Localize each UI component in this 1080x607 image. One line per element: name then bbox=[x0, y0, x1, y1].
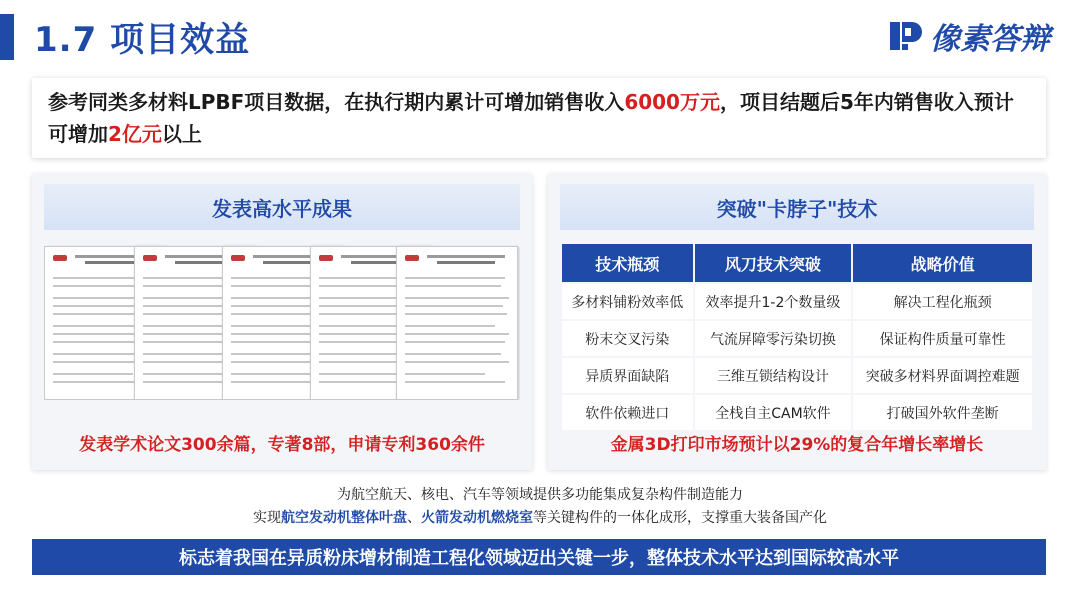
conclusion-banner: 标志着我国在异质粉床增材制造工程化领域迈出关键一步，整体技术水平达到国际较高水平 bbox=[32, 539, 1046, 575]
description-part2: 等关键构件的一体化成形，支撑重大装备国产化 bbox=[533, 510, 827, 526]
summary-highlight-revenue: 6000万元 bbox=[624, 90, 720, 114]
paper-thumbnail bbox=[396, 246, 518, 400]
key-tech-panel-title: 突破"卡脖子"技术 bbox=[560, 184, 1034, 230]
achievements-panel-title: 发表高水平成果 bbox=[44, 184, 520, 230]
table-header-cell: 战略价值 bbox=[853, 244, 1032, 282]
page-title: 1.7 项目效益 bbox=[34, 20, 251, 60]
table-cell: 打破国外软件垄断 bbox=[853, 395, 1032, 430]
table-cell: 多材料铺粉效率低 bbox=[562, 284, 693, 319]
summary-text bbox=[48, 86, 1030, 150]
logo-icon bbox=[888, 18, 924, 54]
logo-text: 像素答辩 bbox=[930, 22, 1050, 57]
table-cell: 效率提升1-2个数量级 bbox=[695, 284, 852, 319]
description-line-2 bbox=[0, 507, 1080, 527]
description-highlight-blisk: 航空发动机整体叶盘 bbox=[281, 510, 407, 526]
table-cell: 软件依赖进口 bbox=[562, 395, 693, 430]
table-row bbox=[562, 284, 1032, 319]
summary-part1: 参考同类多材料LPBF项目数据，在执行期内累计可增加销售收入 bbox=[48, 90, 625, 114]
table-row bbox=[562, 395, 1032, 430]
achievements-panel bbox=[32, 174, 532, 470]
table-cell: 保证构件质量可靠性 bbox=[853, 321, 1032, 356]
summary-box bbox=[32, 78, 1046, 158]
table-header-row bbox=[562, 244, 1032, 282]
summary-highlight-five-year: 2亿元 bbox=[108, 122, 162, 146]
paper-thumbnails bbox=[44, 240, 520, 400]
description-part1: 实现 bbox=[253, 510, 281, 526]
table-cell: 全栈自主CAM软件 bbox=[695, 395, 852, 430]
summary-part2: ，项目结题后5年内销售收入预计可增加 bbox=[48, 90, 1014, 146]
table-row bbox=[562, 358, 1032, 393]
key-tech-panel bbox=[548, 174, 1046, 470]
description-highlight-combustor: 火箭发动机燃烧室 bbox=[421, 510, 533, 526]
table-header-cell: 技术瓶颈 bbox=[562, 244, 693, 282]
achievements-caption: 发表学术论文300余篇，专著8部，申请专利360余件 bbox=[79, 435, 485, 455]
table-cell: 异质界面缺陷 bbox=[562, 358, 693, 393]
table-cell: 气流屏障零污染切换 bbox=[695, 321, 852, 356]
table-cell: 粉末交叉污染 bbox=[562, 321, 693, 356]
table-cell: 三维互锁结构设计 bbox=[695, 358, 852, 393]
table-row bbox=[562, 321, 1032, 356]
table-cell: 突破多材料界面调控难题 bbox=[853, 358, 1032, 393]
brand-logo bbox=[888, 14, 1050, 58]
title-accent-bar bbox=[0, 14, 14, 60]
tech-table bbox=[560, 242, 1034, 432]
market-growth-caption: 金属3D打印市场预计以29%的复合年增长率增长 bbox=[610, 435, 984, 455]
description-line-1: 为航空航天、核电、汽车等领域提供多功能集成复杂构件制造能力 bbox=[337, 487, 743, 503]
description-separator: 、 bbox=[407, 510, 421, 526]
summary-part3: 以上 bbox=[161, 122, 202, 146]
table-header-cell: 风刀技术突破 bbox=[695, 244, 852, 282]
table-cell: 解决工程化瓶颈 bbox=[853, 284, 1032, 319]
